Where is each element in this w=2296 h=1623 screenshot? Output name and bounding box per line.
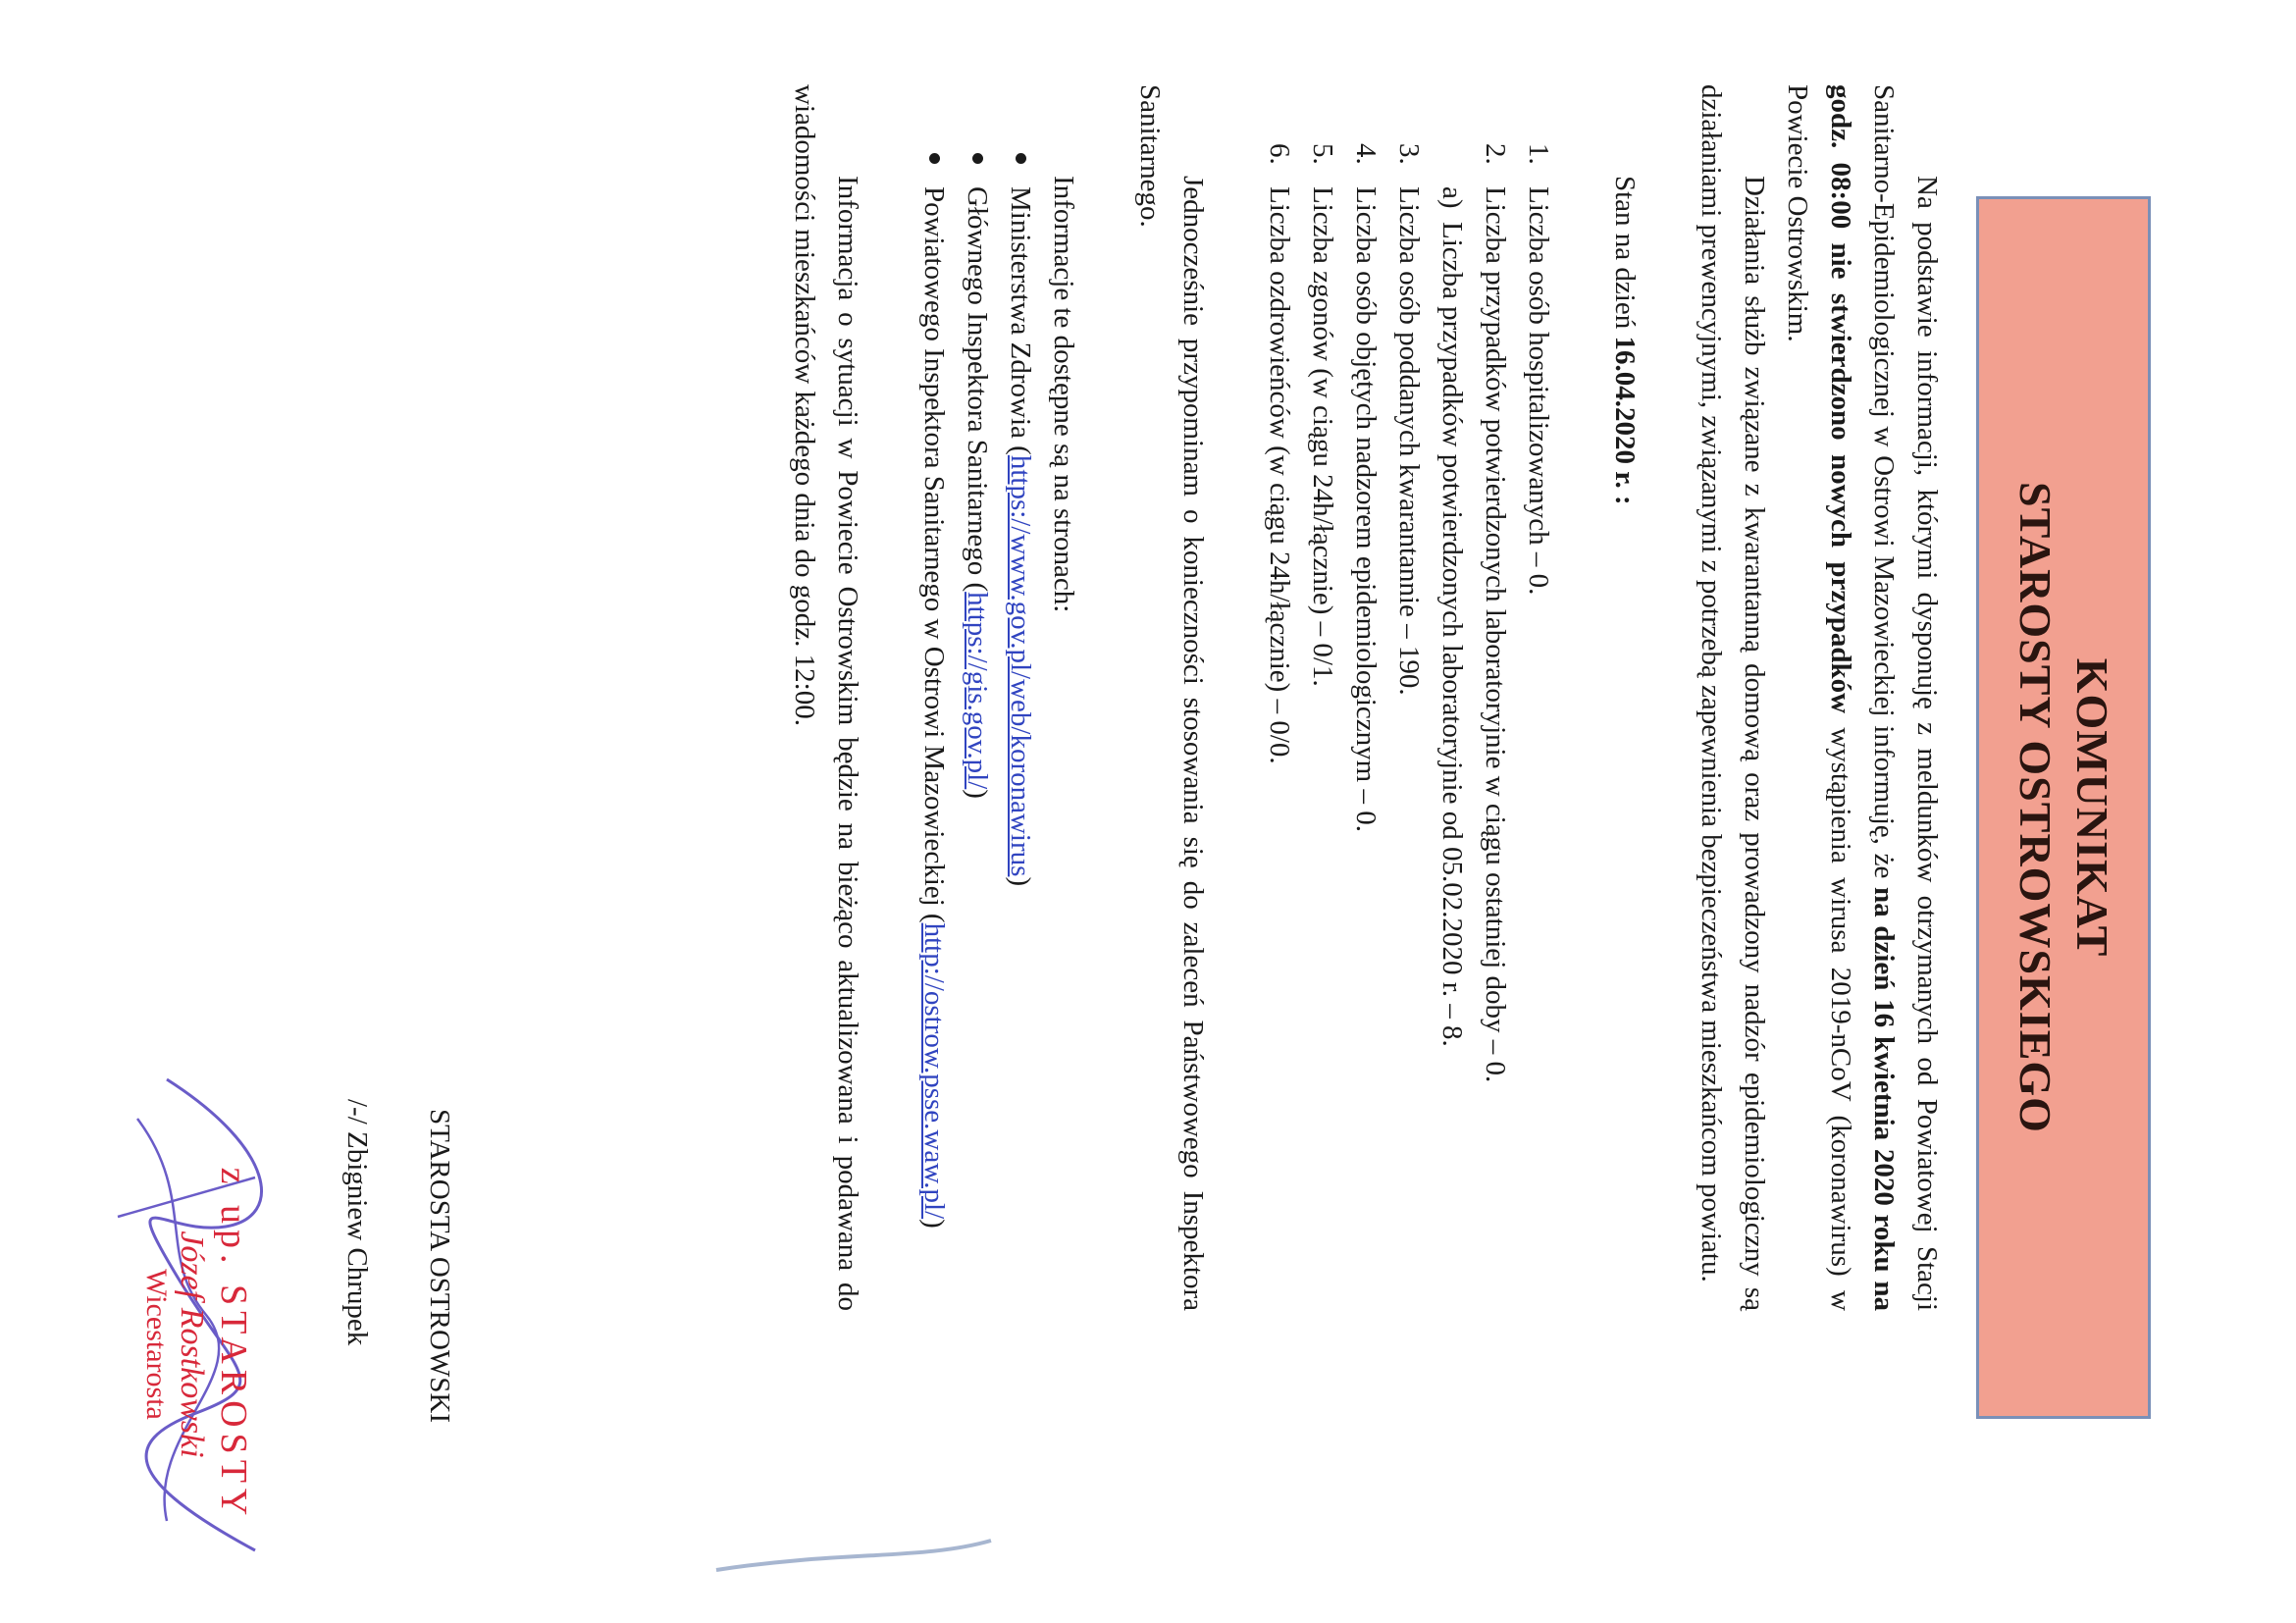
list-item: 3. Liczba osób poddanych kwarantannie – 190. [1393,143,1425,696]
scan-edge-artifact [706,1531,1001,1609]
link-psse[interactable]: http://ostrow.psse.waw.pl/ [918,922,950,1220]
intro-text-b: wystąpienia wirusa 2019-nCoV (koronawirus) w Powiecie Ostrowskim. [1782,84,1856,1311]
link-ministry[interactable]: https://www.gov.pl/web/koronawirus [1005,454,1036,877]
sources-intro: Informacje te dostępne są na stronach: [1048,176,1079,613]
intro-text-a: Na podstawie informacji, którymi dysponuję z meldunków otrzymanych od Powiatowej Stacji Sanitarno-Epidemiologicznej w Ostrowi Mazowieckiej informuję, że [1868,84,1943,1311]
paragraph-actions: Działania służb związane z kwarantanną domową oraz prowadzony nadzór epidemiologiczny są działaniami prewencyjnymi, związanymi z potrzebą zapewnienia bezpieczeństwa mieszkańcom powiatu. [1696,84,1770,1311]
paragraph-reminder: Jednocześnie przypominam o konieczności stosowania się do zaleceń Państwowego Inspektora Sanitarnego. [1134,84,1209,1311]
document-body [783,84,1949,1311]
list-item: Powiatowego Inspektora Sanitarnego w Ostrowi Mazowieckiej (http://ostrow.psse.waw.pl/) [913,84,956,1311]
link-gis[interactable]: https://gis.gov.pl/ [962,592,993,790]
state-prefix: Stan na dzień [1609,176,1641,337]
stamp-line-2: Józef Rostkowski [174,1230,210,1458]
intro-bold: na dzień 16 kwietnia 2020 roku na godz. 08:00 nie stwierdzono nowych przypadków [1825,84,1900,1312]
state-date: 16.04.2020 r. [1609,336,1641,489]
list-item: 5. Liczba zgonów (w ciągu 24h/łącznie) – 0/1. [1307,143,1338,687]
list-subitem: a) Liczba przypadków potwierdzonych laboratoryjnie od 05.02.2020 r. – 8. [1436,186,1468,1047]
list-item: 2. Liczba przypadków potwierdzonych laboratoryjnie w ciągu ostatniej doby – 0. [1480,143,1511,1083]
paragraph-intro [1776,84,1949,1311]
list-item: 4. Liczba osób objętych nadzorem epidemiologicznym – 0. [1350,143,1382,832]
bullet-icon [929,153,940,164]
banner-subtitle: STAROSTY OSTROWSKIEGO [2010,482,2061,1133]
sources-list [913,84,1042,1311]
official-stamp [139,1138,255,1550]
paragraph-updates: Informacja o sytuacji w Powiecie Ostrowskim będzie na bieżąco aktualizowana i podawana do wiadomości mieszkańców każdego dnia do godz. 12:00. [789,84,863,1311]
signature-name: /-/ Zbigniew Chrupek [341,1099,373,1346]
banner-title: KOMUNIKAT [2067,657,2117,958]
stamp-line-3: Wicestarosta [140,1269,173,1420]
list-item: 6. Liczba ozdrowieńców (w ciągu 24h/łącznie) – 0/0. [1264,143,1295,764]
state-line [1603,84,1646,1311]
bullet-icon [1016,153,1026,164]
bullet-icon [972,153,983,164]
state-suffix: : [1609,488,1641,505]
list-item: 1. Liczba osób hospitalizowanych – 0. [1523,143,1554,596]
stamp-line-1: z up. STAROSTY [213,1167,254,1522]
header-banner [1976,196,2151,1419]
signature-title: STAROSTA OSTROWSKI [424,1108,455,1424]
list-item: Ministerstwa Zdrowia (https://www.gov.pl/web/koronawirus) [999,84,1042,1311]
list-item: Głównego Inspektora Sanitarnego (https://gis.gov.pl/) [956,84,999,1311]
facts-list [1258,84,1560,1311]
